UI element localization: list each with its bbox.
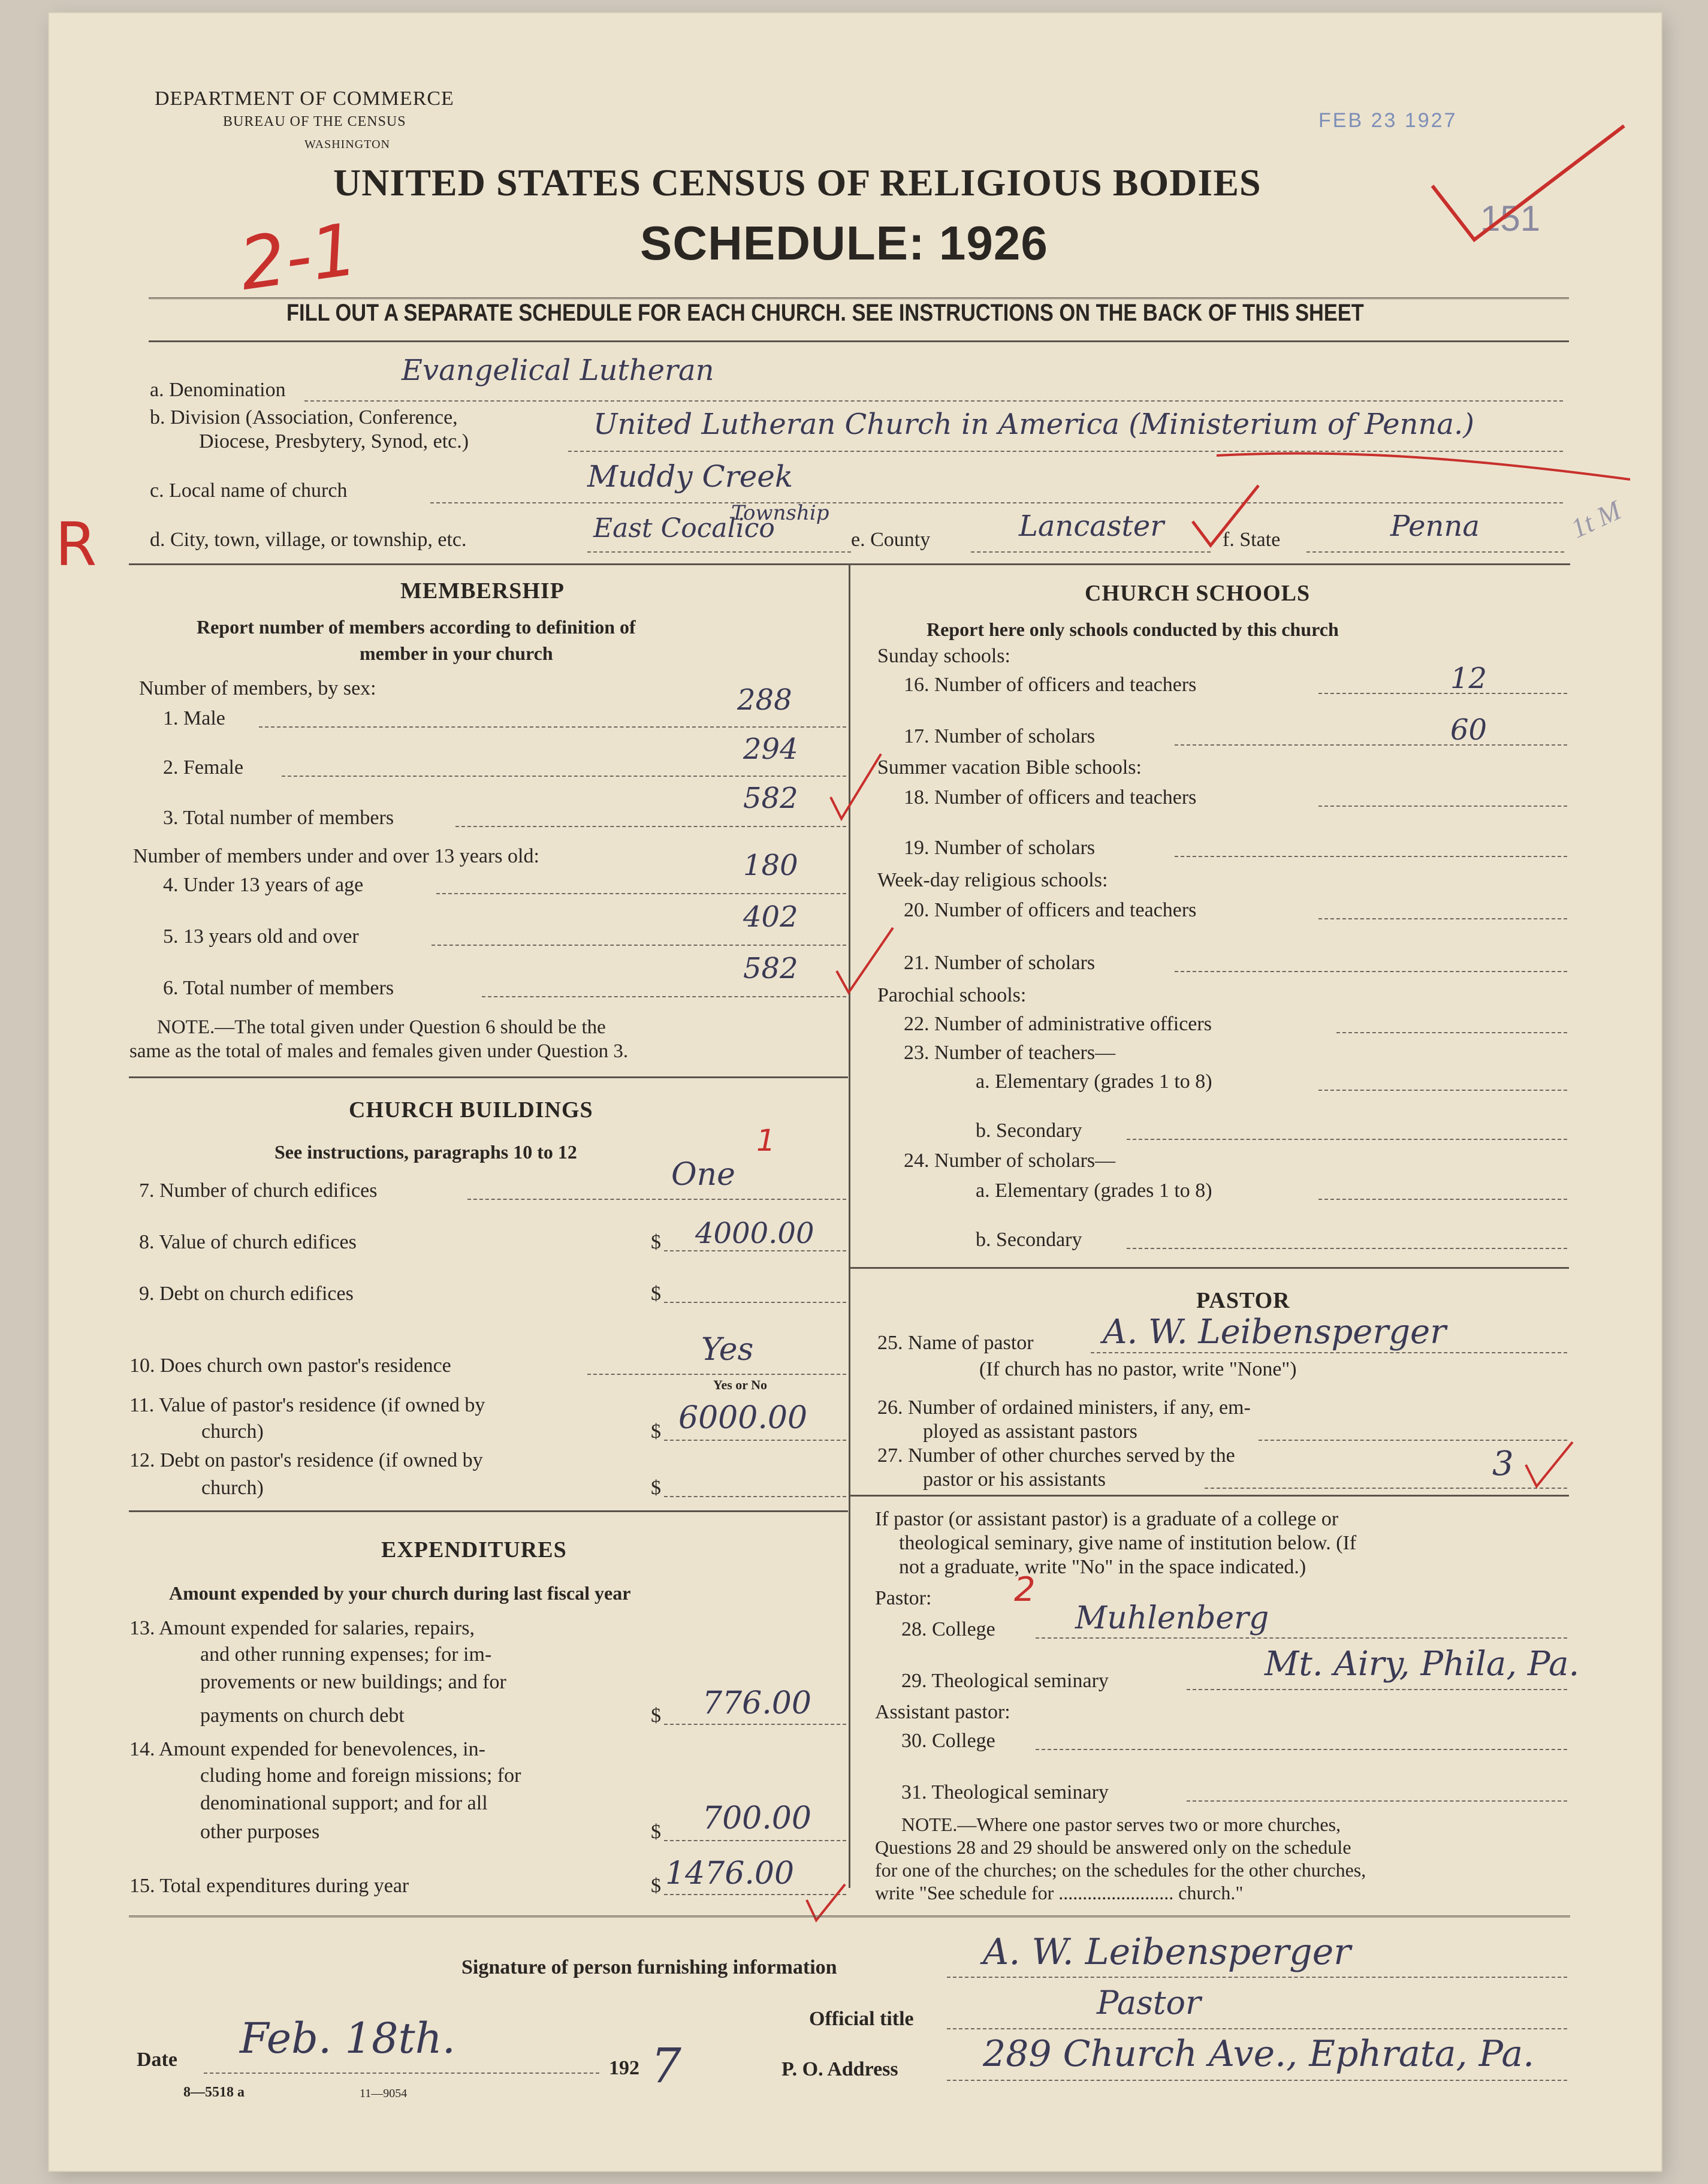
sunday-schools-label: Sunday schools: xyxy=(877,645,1010,667)
pastor-note-2: Questions 28 and 29 should be answered only on the schedule xyxy=(875,1836,1351,1858)
q29-label: 29. Theological seminary xyxy=(901,1670,1109,1692)
q6-value: 582 xyxy=(743,952,798,985)
division-label-2: Diocese, Presbytery, Synod, etc.) xyxy=(199,430,469,453)
q22-label: 22. Number of administrative officers xyxy=(904,1013,1212,1035)
q11-label-2: church) xyxy=(201,1420,264,1443)
q2-value: 294 xyxy=(743,732,798,766)
q18-label: 18. Number of officers and teachers xyxy=(904,786,1197,809)
q24b-label: b. Secondary xyxy=(976,1229,1082,1251)
q10-value: Yes xyxy=(701,1332,754,1368)
q11-dollar: $ xyxy=(651,1420,661,1443)
q13-value: 776.00 xyxy=(702,1685,811,1721)
q28-label: 28. College xyxy=(901,1618,995,1640)
instruction-bar: FILL OUT A SEPARATE SCHEDULE FOR EACH CHURCH. SEE INSTRUCTIONS ON THE BACK OF THIS SHEET xyxy=(286,300,1364,326)
signature-value: A. W. Leibensperger xyxy=(983,1931,1351,1973)
yes-no-caption: Yes or No xyxy=(713,1377,768,1392)
q17-label: 17. Number of scholars xyxy=(904,725,1096,747)
membership-sub-2: member in your church xyxy=(360,642,553,664)
buildings-heading: CHURCH BUILDINGS xyxy=(349,1097,593,1123)
q4-label: 4. Under 13 years of age xyxy=(163,874,364,896)
assistant-pastor-subheading: Assistant pastor: xyxy=(875,1701,1010,1723)
q23-label: 23. Number of teachers— xyxy=(904,1042,1116,1064)
schools-sub: Report here only schools conducted by this church xyxy=(927,619,1339,640)
serial-number-stamp: 151 xyxy=(1480,198,1541,239)
county-label: e. County xyxy=(851,529,931,551)
signature-label: Signature of person furnishing information xyxy=(461,1956,837,1978)
schedule-heading: SCHEDULE: 1926 xyxy=(640,216,1048,270)
q20-label: 20. Number of officers and teachers xyxy=(904,899,1197,921)
township-annotation: Township xyxy=(731,501,829,525)
q21-label: 21. Number of scholars xyxy=(904,952,1096,974)
red-r-mark: R xyxy=(55,509,97,580)
q14-line-4: other purposes xyxy=(200,1821,320,1843)
q24-label: 24. Number of scholars— xyxy=(904,1150,1116,1172)
q14-line-3: denominational support; and for all xyxy=(200,1792,488,1814)
pastor-heading: PASTOR xyxy=(1196,1288,1290,1313)
red-check-mark xyxy=(1420,114,1636,258)
department-line: DEPARTMENT OF COMMERCE xyxy=(155,88,454,110)
form-number-1: 8—5518 a xyxy=(183,2085,245,2100)
official-title-value: Pastor xyxy=(1097,1984,1201,2022)
q16-value: 12 xyxy=(1450,662,1487,695)
weekday-schools-label: Week-day religious schools: xyxy=(877,869,1108,891)
q14-line-1: 14. Amount expended for benevolences, in- xyxy=(129,1738,485,1760)
q5-value: 402 xyxy=(743,900,798,934)
pastor-note-4: write "See schedule for ........................ church." xyxy=(875,1882,1244,1904)
q12-label-1: 12. Debt on pastor's residence (if owned by xyxy=(129,1449,483,1471)
q13-line-4: payments on church debt xyxy=(200,1705,405,1727)
q26-label-1: 26. Number of ordained ministers, if any, em- xyxy=(877,1396,1251,1419)
q25-hint: (If church has no pastor, write "None") xyxy=(979,1358,1297,1380)
q1-value: 288 xyxy=(737,683,792,717)
graduate-instruction-3: not a graduate, write "No" in the space indicated.) xyxy=(899,1556,1306,1578)
q4-value: 180 xyxy=(743,849,798,882)
bureau-line: BUREAU OF THE CENSUS xyxy=(223,114,406,129)
under-over-label: Number of members under and over 13 years old: xyxy=(133,845,539,867)
q25-label: 25. Name of pastor xyxy=(877,1332,1034,1354)
q23a-label: a. Elementary (grades 1 to 8) xyxy=(976,1070,1212,1093)
q19-label: 19. Number of scholars xyxy=(904,837,1096,859)
red-check-q27 xyxy=(1522,1438,1576,1492)
received-date-stamp: FEB 23 1927 xyxy=(1318,109,1457,132)
local-name-value: Muddy Creek xyxy=(587,459,793,494)
q17-value: 60 xyxy=(1450,713,1487,747)
graduate-instruction-2: theological seminary, give name of institution below. (If xyxy=(899,1532,1357,1554)
pastor-subheading: Pastor: xyxy=(875,1587,932,1609)
members-by-sex-label: Number of members, by sex: xyxy=(139,677,376,699)
q29-value: Mt. Airy, Phila, Pa. xyxy=(1265,1645,1580,1684)
graduate-instruction-1: If pastor (or assistant pastor) is a graduate of a college or xyxy=(875,1508,1339,1530)
q11-value: 6000.00 xyxy=(678,1400,808,1436)
q8-value: 4000.00 xyxy=(695,1217,814,1250)
q3-value: 582 xyxy=(743,782,798,815)
city-line: WASHINGTON xyxy=(304,138,390,151)
denomination-value: Evangelical Lutheran xyxy=(402,354,714,387)
po-address-label: P. O. Address xyxy=(781,2058,898,2080)
q14-dollar: $ xyxy=(651,1821,661,1843)
q27-value: 3 xyxy=(1492,1444,1514,1483)
q13-line-1: 13. Amount expended for salaries, repairs, xyxy=(129,1617,475,1639)
q24a-label: a. Elementary (grades 1 to 8) xyxy=(976,1180,1212,1202)
membership-heading: MEMBERSHIP xyxy=(400,578,565,604)
q9-label: 9. Debt on church edifices xyxy=(139,1283,354,1305)
q28-value: Muhlenberg xyxy=(1075,1600,1269,1636)
division-label-1: b. Division (Association, Conference, xyxy=(150,406,458,429)
form-title: UNITED STATES CENSUS OF RELIGIOUS BODIES xyxy=(333,161,1262,204)
q10-label: 10. Does church own pastor's residence xyxy=(129,1355,451,1377)
membership-note-2: same as the total of males and females given under Question 3. xyxy=(129,1040,629,1062)
q1-label: 1. Male xyxy=(163,707,225,729)
q23b-label: b. Secondary xyxy=(976,1120,1082,1142)
q15-dollar: $ xyxy=(651,1875,661,1897)
q25-value: A. W. Leibensperger xyxy=(1103,1313,1446,1352)
division-value: United Lutheran Church in America (Ministerium of Penna.) xyxy=(593,408,1474,441)
state-label: f. State xyxy=(1223,529,1281,551)
q6-label: 6. Total number of members xyxy=(163,977,394,999)
red-underline-division xyxy=(1211,420,1642,491)
q27-label-1: 27. Number of other churches served by the xyxy=(877,1444,1235,1467)
q2-label: 2. Female xyxy=(163,756,244,779)
q9-dollar: $ xyxy=(651,1283,661,1305)
city-value: East Cocalico xyxy=(593,513,775,544)
q15-label: 15. Total expenditures during year xyxy=(129,1875,409,1897)
date-label: Date xyxy=(137,2049,177,2071)
schools-heading: CHURCH SCHOOLS xyxy=(1085,581,1311,606)
q12-dollar: $ xyxy=(651,1477,661,1499)
pastor-note-3: for one of the churches; on the schedules for the other churches, xyxy=(875,1859,1366,1881)
membership-note-1: NOTE.—The total given under Question 6 should be the xyxy=(157,1016,606,1038)
q3-label: 3. Total number of members xyxy=(163,807,394,829)
q14-value: 700.00 xyxy=(702,1800,811,1836)
pastor-note-1: NOTE.—Where one pastor serves two or more churches, xyxy=(901,1814,1341,1835)
q27-label-2: pastor or his assistants xyxy=(923,1468,1106,1491)
q15-value: 1476.00 xyxy=(665,1856,795,1892)
q31-label: 31. Theological seminary xyxy=(901,1781,1109,1803)
po-address-value: 289 Church Ave., Ephrata, Pa. xyxy=(983,2033,1535,2075)
expenditures-sub: Amount expended by your church during last fiscal year xyxy=(169,1582,631,1604)
q16-label: 16. Number of officers and teachers xyxy=(904,674,1197,696)
q13-line-2: and other running expenses; for im- xyxy=(200,1643,492,1666)
q7-value: One xyxy=(671,1157,735,1193)
q26-label-2: ployed as assistant pastors xyxy=(923,1420,1137,1443)
q7-label: 7. Number of church edifices xyxy=(139,1180,378,1202)
city-label: d. City, town, village, or township, etc. xyxy=(150,529,467,551)
q5-label: 5. 13 years old and over xyxy=(163,925,359,948)
edifice-count-mark: 1 xyxy=(756,1123,775,1158)
census-form-sheet xyxy=(49,13,1661,2171)
margin-pencil-marks: 1t M xyxy=(1566,494,1626,544)
official-title-label: Official title xyxy=(809,2008,914,2030)
expenditures-heading: EXPENDITURES xyxy=(381,1537,567,1562)
county-value: Lancaster xyxy=(1019,509,1164,543)
pastor-red-mark: 2 xyxy=(1014,1570,1036,1609)
red-code-mark: 2-1 xyxy=(234,208,363,307)
q11-label-1: 11. Value of pastor's residence (if owned by xyxy=(129,1394,485,1416)
q13-dollar: $ xyxy=(651,1705,661,1727)
denomination-label: a. Denomination xyxy=(150,379,286,401)
summer-schools-label: Summer vacation Bible schools: xyxy=(877,756,1142,779)
buildings-sub: See instructions, paragraphs 10 to 12 xyxy=(274,1141,577,1163)
year-prefix: 192 xyxy=(609,2057,639,2079)
q8-label: 8. Value of church edifices xyxy=(139,1231,357,1253)
form-number-2: 11—9054 xyxy=(360,2087,408,2100)
membership-sub-1: Report number of members according to definition of xyxy=(197,616,636,638)
year-value: 7 xyxy=(651,2038,681,2093)
q14-line-2: cluding home and foreign missions; for xyxy=(200,1764,521,1787)
state-value: Penna xyxy=(1390,509,1480,543)
q30-label: 30. College xyxy=(901,1730,995,1752)
red-check-q15 xyxy=(803,1882,851,1930)
q13-line-3: provements or new buildings; and for xyxy=(200,1671,506,1693)
q8-dollar: $ xyxy=(651,1231,661,1253)
date-value: Feb. 18th. xyxy=(240,2014,456,2063)
q12-label-2: church) xyxy=(201,1477,264,1499)
parochial-schools-label: Parochial schools: xyxy=(877,984,1027,1006)
local-name-label: c. Local name of church xyxy=(150,479,348,502)
